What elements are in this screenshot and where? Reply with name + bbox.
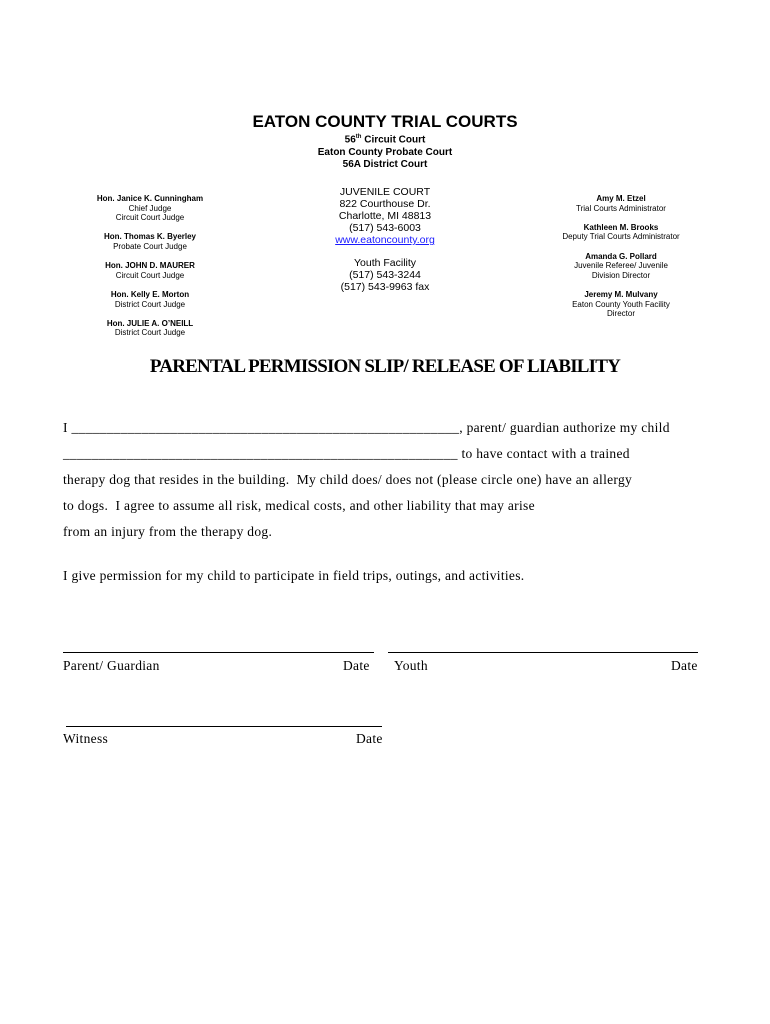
witness-label: Witness: [63, 731, 109, 746]
staff-name: Amy M. Etzel: [596, 194, 646, 203]
street-address: 822 Courthouse Dr.: [339, 198, 431, 210]
facility-fax: (517) 543-9963 fax: [340, 281, 430, 293]
circuit-court-text: Circuit Court: [361, 134, 426, 146]
facility-name: Youth Facility: [353, 257, 417, 269]
judge-role: District Court Judge: [114, 299, 186, 309]
facility-phone: (517) 543-3244: [349, 269, 421, 281]
staff-entry: [526, 194, 716, 213]
parent-guardian-label: Parent/ Guardian: [63, 658, 160, 673]
district-court-line: 56A District Court: [342, 159, 428, 170]
office-name: JUVENILE COURT: [339, 186, 431, 198]
liability-line: to dogs. I agree to assume all risk, medical costs, and other liability that may arise: [63, 498, 535, 513]
judge-entry: [70, 194, 230, 223]
staff-role: Eaton County Youth Facility: [572, 299, 670, 309]
circuit-court-line: [0, 134, 770, 145]
staff-role: Deputy Trial Courts Administrator: [562, 232, 680, 242]
judge-role: District Court Judge: [114, 328, 186, 338]
city-state-zip: Charlotte, MI 48813: [338, 210, 432, 222]
staff-name: Amanda G. Pollard: [585, 251, 657, 261]
staff-entry: [526, 252, 716, 281]
witness-signature-line[interactable]: [66, 726, 382, 727]
staff-name: Kathleen M. Brooks: [583, 222, 659, 232]
website-link[interactable]: www.eatoncounty.org: [335, 234, 435, 246]
parent-date-label: Date: [343, 658, 370, 673]
staff-entry: [526, 223, 716, 242]
staff-role: Division Director: [591, 270, 651, 280]
judge-entry: [70, 290, 230, 309]
judge-name: Hon. JULIE A. O’NEILL: [106, 318, 194, 328]
probate-court-line: Eaton County Probate Court: [317, 147, 453, 158]
judge-role: Circuit Court Judge: [115, 270, 185, 280]
judges-column: [70, 194, 230, 348]
judge-name: Hon. Kelly E. Morton: [110, 289, 190, 299]
child-contact-line: ________________________________________________________ to have contact with a trained: [63, 446, 630, 461]
judge-name: Hon. JOHN D. MAURER: [105, 261, 195, 271]
injury-line: from an injury from the therapy dog.: [63, 524, 273, 539]
youth-signature-line[interactable]: [388, 652, 698, 653]
youth-label: Youth: [394, 658, 428, 673]
judge-role: Circuit Court Judge: [115, 213, 185, 223]
juvenile-court-address: [285, 186, 485, 293]
field-trip-permission: I give permission for my child to participate in field trips, outings, and activities.: [63, 568, 525, 583]
parent-signature-line[interactable]: [63, 652, 374, 653]
staff-role: Trial Courts Administrator: [576, 203, 666, 213]
court-title: EATON COUNTY TRIAL COURTS: [252, 112, 518, 131]
staff-role: Juvenile Referee/ Juvenile: [574, 261, 668, 271]
staff-name: Jeremy M. Mulvany: [584, 289, 658, 299]
youth-date-label: Date: [671, 658, 698, 673]
authorization-line: I _______________________________________________________, parent/ guardian authorize my child: [63, 420, 670, 435]
circuit-court-number: 56: [344, 134, 356, 146]
judge-role: Chief Judge: [128, 203, 172, 213]
judge-role: Probate Court Judge: [113, 241, 187, 251]
staff-column: [526, 194, 716, 328]
staff-entry: [526, 290, 716, 319]
judge-entry: [70, 261, 230, 280]
judge-name: Hon. Janice K. Cunningham: [96, 194, 204, 203]
allergy-line: therapy dog that resides in the building. My child does/ does not (please circle one) have an allergy: [63, 472, 633, 487]
office-phone: (517) 543-6003: [349, 222, 421, 234]
judge-entry: [70, 319, 230, 338]
circuit-court-ordinal: th: [355, 134, 362, 140]
judge-entry: [70, 232, 230, 251]
staff-role: Director: [606, 309, 635, 319]
witness-date-label: Date: [356, 731, 383, 746]
form-title: PARENTAL PERMISSION SLIP/ RELEASE OF LIABILITY: [149, 356, 621, 377]
judge-name: Hon. Thomas K. Byerley: [103, 232, 197, 242]
